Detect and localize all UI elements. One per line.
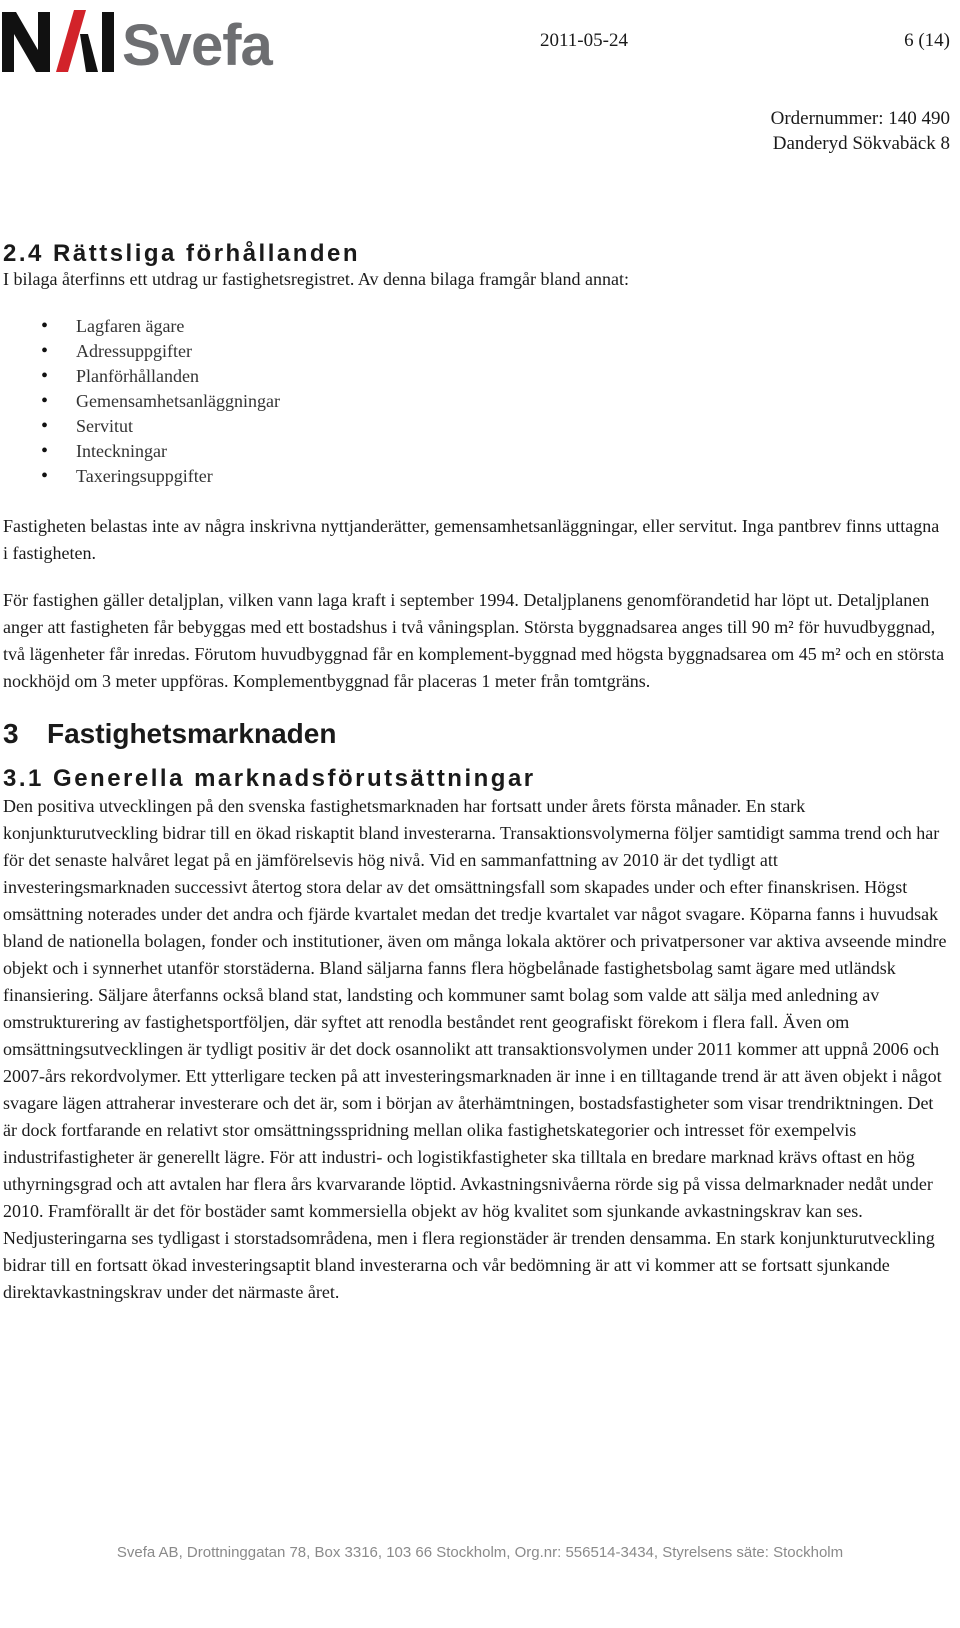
list-item: • Adressuppgifter [3, 339, 948, 364]
list-item: • Gemensamhetsanläggningar [3, 389, 948, 414]
list-item: • Planförhållanden [3, 364, 948, 389]
nai-logo-mark [2, 4, 118, 88]
nai-logo-icon [2, 4, 118, 76]
chapter-number: 3 [3, 718, 19, 749]
header-page-number: 6 (14) [904, 30, 950, 51]
list-item: • Lagfaren ägare [3, 314, 948, 339]
page-footer: Svefa AB, Drottninggatan 78, Box 3316, 103 66 Stockholm, Org.nr: 556514-3434, Styrelsens säte: Stockholm [116, 1544, 844, 1561]
header-date: 2011-05-24 [540, 30, 628, 51]
chapter-heading-3 [3, 717, 948, 751]
section-heading-2-4: 2.4 Rättsliga förhållanden [3, 240, 361, 267]
chapter-title: Fastighetsmarknaden [47, 718, 337, 749]
order-number: Ordernummer: 140 490 [770, 108, 950, 129]
svefa-wordmark: Svefa [122, 13, 272, 78]
section-heading-3-1: 3.1 Generella marknadsförutsättningar [3, 765, 536, 792]
encumbrance-paragraph: Fastigheten belastas inte av några inskrivna nyttjanderätter, gemensamhetsanläggningar, eller servitut. Inga pantbrev finns uttagna i fastigheten. [3, 516, 940, 563]
property-name: Danderyd Sökvabäck 8 [772, 133, 950, 154]
section-2-4-intro: I bilaga återfinns ett utdrag ur fastighetsregistret. Av denna bilaga framgår bland annat: [3, 269, 629, 289]
market-conditions-paragraph: Den positiva utvecklingen på den svenska fastighetsmarknaden har fortsatt under årets första månader. En stark konjunkturutveckling bidrar till en ökad riskaptit bland investerarna. Transaktionsvolymerna följer samtidigt samma trend och har för det senaste halvåret legat på en jämförelsevis hög nivå. Vid en sammanfattning av 2010 är det tydligt att investeringsmarknaden successivt återtog stora delar av det omsättningsfall som skapades under och efter finanskrisen. Högst omsättning noterades under det andra och fjärde kvartalet medan det tredje kvartalet var något svagare. Köparna fanns i huvudsak bland de nationella bolagen, fonder och institutioner, även om många lokala aktörer och privatpersoner var aktiva avseende mindre objekt och i synnerhet utanför storstäderna. Bland säljarna fanns flera högbelånade fastighetsbolag samt ägare med utländsk finansiering. Säljare återfanns också bland stat, landsting och kommuner samt bolag som valde att sälja med anledning av omstrukturering av fastighetsportföljen, där syftet att renodla beståndet rent geografiskt förekom i flera fall. Även om omsättningsutvecklingen är tydligt positiv är det dock osannolikt att transaktionsvolymen under 2011 kommer att uppnå 2006 och 2007-års rekordvolymer. Ett ytterligare tecken på att investeringsmarknaden är inne i en tilltagande trend är att även objekt i något svagare lägen attraherar investerare och det är, som i början av återhämtningen, bostadsfastigheter som visar trendriktningen. Det är dock fortfarande en relativt stor omsättningsspridning mellan olika fastighetskategorier och intresset för exempelvis industrifastigheter är generellt lägre. För att industri- och logistikfastigheter ska tilltala en bredare marknad krävs oftast en hög uthyrningsgrad och att avtalen har flera års kvarvarande löptid. Avkastningsnivåerna rörde sig på vissa delmarknader nedåt under 2010. Framförallt är det för bostäder samt kommersiella objekt av hög kvalitet som sjunkande avkastningskrav kan ses. Nedjusteringarna ses tydligast i storstadsområdena, men i flera regionstäder är trenden densamma. En stark konjunkturutveckling bidrar till en fortsatt ökad investeringsaptit bland investerarna och vår bedömning är att vi kommer att se fortsatt sjunkande direktavkastningskrav under det närmaste året. [3, 796, 947, 1302]
zoning-plan-paragraph: För fastighen gäller detaljplan, vilken vann laga kraft i september 1994. Detaljplanens genomförandetid har löpt ut. Detaljplanen anger att fastigheten får bebyggas med ett bostadshus i två våningsplan. Största byggnadsarea anges till 90 m² för huvudbyggnad, två lägenheter får inredas. Förutom huvudbyggnad får en komplement-byggnad med högsta byggnadsarea om 45 m² och en största nockhöjd om 3 meter uppföras. Komplementbyggnad får placeras 1 meter från tomtgräns. [3, 590, 945, 691]
list-item: • Inteckningar [3, 439, 948, 464]
register-contents-list [3, 314, 948, 489]
list-item: • Servitut [3, 414, 948, 439]
header-meta [771, 106, 950, 156]
document-body [3, 240, 948, 1306]
list-item: • Taxeringsuppgifter [3, 464, 948, 489]
